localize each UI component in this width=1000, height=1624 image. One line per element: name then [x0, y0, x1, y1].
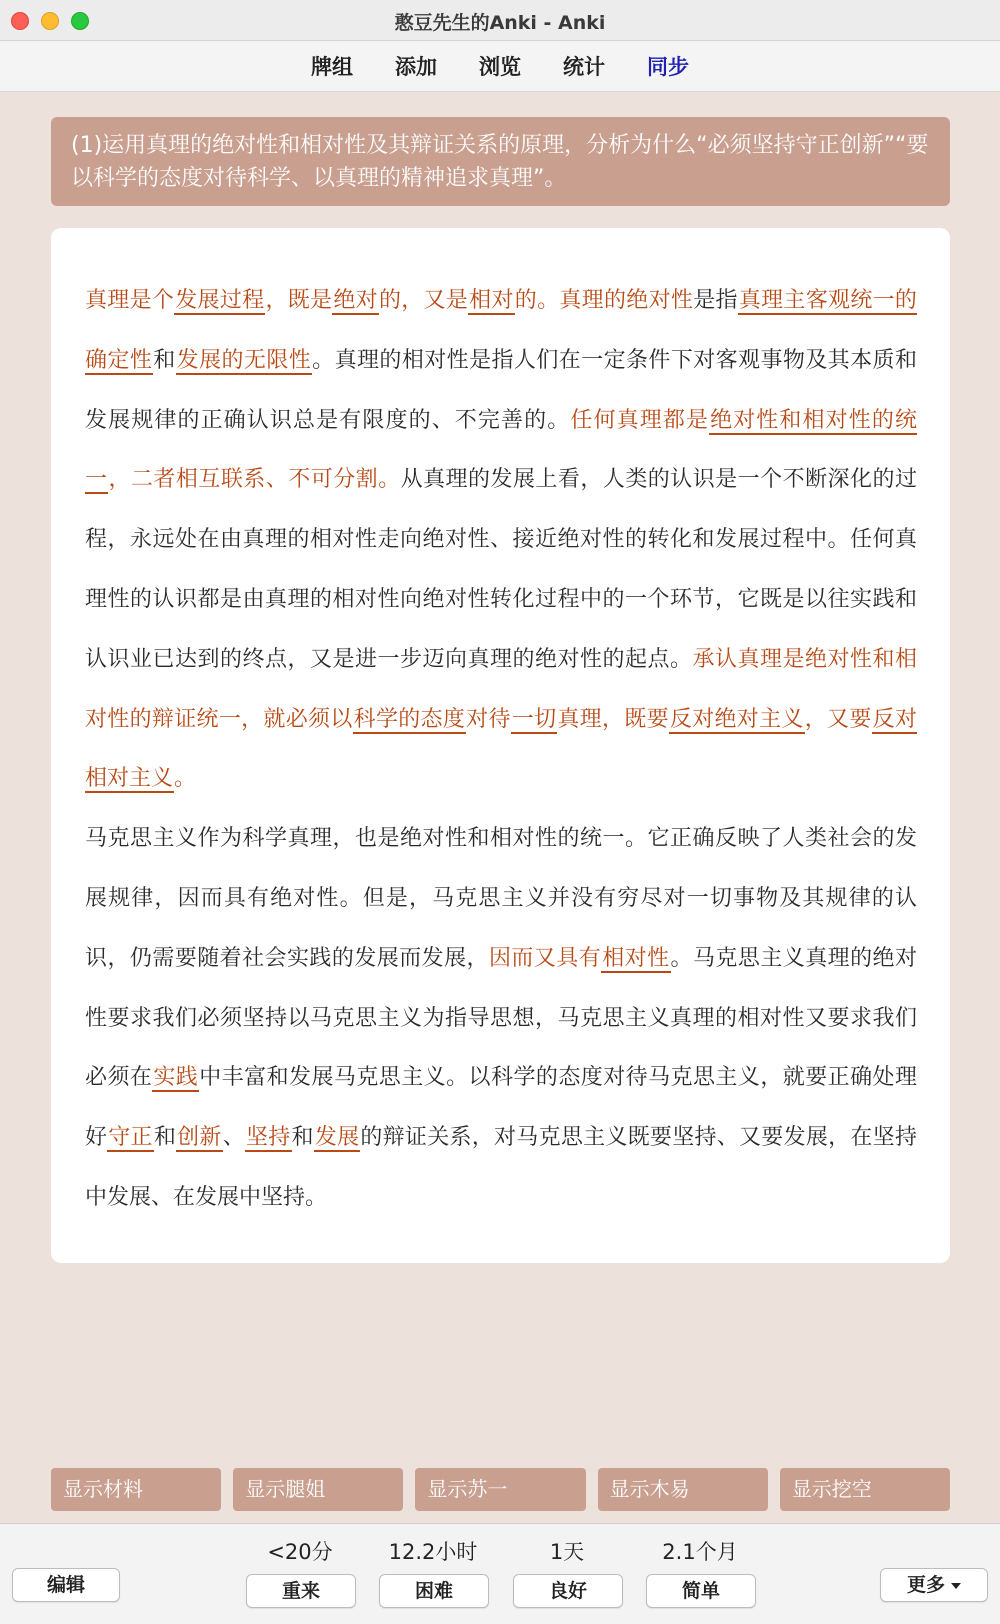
answer-segment: 。真理的相对性是指人们在一定条件下对客观事物及其本质和发展规律的正确认识总是有限度的、不完善的。 [85, 347, 917, 433]
cloze-blank: 坚持 [245, 1125, 291, 1151]
top-nav [0, 41, 1000, 92]
answer-segment: 、 [222, 1125, 245, 1151]
answer-bar [0, 1523, 1000, 1624]
interval-easy: 2.1个月 [662, 1540, 738, 1564]
answer-segment: 的，又是 [378, 288, 469, 313]
answer-segment: 真理，既要 [557, 706, 669, 732]
interval-again: <20分 [267, 1540, 333, 1564]
cloze-blank: 真理主客观统一的确定性 [85, 288, 917, 373]
hard-button[interactable]: 困难 [379, 1574, 489, 1608]
show-material-button[interactable]: 显示材料 [51, 1468, 221, 1511]
cloze-blank: 发展的无限性 [176, 347, 312, 373]
answer-segment: 的。真理的绝对性 [514, 288, 694, 313]
cloze-blank: 反对绝对主义 [669, 706, 804, 732]
cloze-blank: 一切 [511, 706, 557, 732]
nav-decks[interactable]: 牌组 [311, 55, 353, 79]
answer-segment: 和 [291, 1125, 314, 1151]
question-prompt: (1)运用真理的绝对性和相对性及其辩证关系的原理，分析为什么“必须坚持守正创新”“要以科学的态度对待科学、以真理的精神追求真理”。 [51, 117, 950, 206]
cloze-blank: 反对相对主义 [85, 706, 917, 792]
answer-segment: 真理是个 [85, 288, 175, 313]
nav-add[interactable]: 添加 [395, 55, 437, 79]
again-button[interactable]: 重来 [246, 1574, 356, 1608]
answer-segment: 中丰富和发展马克思主义。以科学的态度对待马克思主义，就要正确处理好 [85, 1065, 917, 1151]
show-suyi-button[interactable]: 显示苏一 [415, 1468, 585, 1511]
answer-segment: 。 [174, 766, 197, 792]
show-muyi-button[interactable]: 显示木易 [598, 1468, 768, 1511]
good-button[interactable]: 良好 [513, 1574, 623, 1608]
answer-segment: ，又要 [804, 706, 872, 732]
answer-segment: 是指 [693, 288, 738, 313]
nav-browse[interactable]: 浏览 [479, 55, 521, 79]
chevron-down-icon [951, 1583, 961, 1589]
answer-segment: 对待 [466, 706, 511, 732]
answer-segment: 马克思主义作为科学真理，也是绝对性和相对性的统一。它正确反映了人类社会的发展规律，因而具有绝对性。但是，马克思主义并没有穷尽对一切事物及其规律的认识，仍需要随着社会实践的发展而发展， [85, 826, 917, 971]
cloze-blank: 发展 [314, 1125, 360, 1151]
answer-segment: 。马克思主义真理的绝对性要求我们必须坚持以马克思主义为指导思想，马克思主义真理的相对性又要求我们必须在 [85, 945, 917, 1091]
nav-sync[interactable]: 同步 [647, 55, 689, 79]
answer-segment: 的辩证关系，对马克思主义既要坚持、又要发展，在坚持中发展、在发展中坚持。 [85, 1125, 917, 1210]
answer-card [51, 228, 950, 1263]
answer-segment: 任何真理都是 [570, 407, 710, 433]
toggle-row [51, 1468, 950, 1511]
more-button[interactable] [880, 1568, 988, 1602]
cloze-blank: 创新 [177, 1125, 222, 1151]
answer-segment: ，二者相互联系、不可分割。 [108, 467, 401, 493]
window-title: 憨豆先生的Anki - Anki [394, 12, 606, 34]
cloze-blank: 相对 [469, 288, 514, 313]
interval-hard: 12.2小时 [388, 1540, 478, 1564]
cloze-blank: 绝对性和相对性的统一 [85, 407, 917, 493]
answer-paragraph-1 [85, 271, 917, 809]
cloze-blank: 发展过程 [175, 288, 265, 313]
cloze-blank: 实践 [153, 1065, 199, 1091]
show-cloze-button[interactable]: 显示挖空 [780, 1468, 950, 1511]
answer-segment: 和 [153, 347, 176, 373]
answer-segment: 和 [153, 1125, 177, 1151]
answer-segment: ，既是 [265, 288, 333, 313]
show-tuijie-button[interactable]: 显示腿姐 [233, 1468, 403, 1511]
answer-segment: 承认真理是绝对性和相对性的辩证统一，就必须以 [85, 646, 917, 732]
edit-button[interactable]: 编辑 [12, 1568, 120, 1602]
cloze-blank: 守正 [108, 1125, 153, 1151]
easy-button[interactable]: 简单 [646, 1574, 756, 1608]
cloze-blank: 绝对 [333, 288, 378, 313]
cloze-blank: 科学的态度 [353, 706, 466, 732]
cloze-blank: 相对性 [602, 945, 670, 971]
interval-good: 1天 [549, 1540, 585, 1564]
answer-segment: 因而又具有 [488, 945, 602, 971]
title-bar [0, 0, 1000, 41]
more-label: 更多 [906, 1574, 945, 1596]
nav-stats[interactable]: 统计 [563, 55, 605, 79]
answer-segment: 从真理的发展上看，人类的认识是一个不断深化的过程，永远处在由真理的相对性走向绝对性、接近绝对性的转化和发展过程中。任何真理性的认识都是由真理的相对性向绝对性转化过程中的一个环节，它既是以往实践和认识业已达到的终点，又是进一步迈向真理的绝对性的起点。 [85, 467, 917, 672]
answer-paragraph-2 [85, 809, 917, 1228]
